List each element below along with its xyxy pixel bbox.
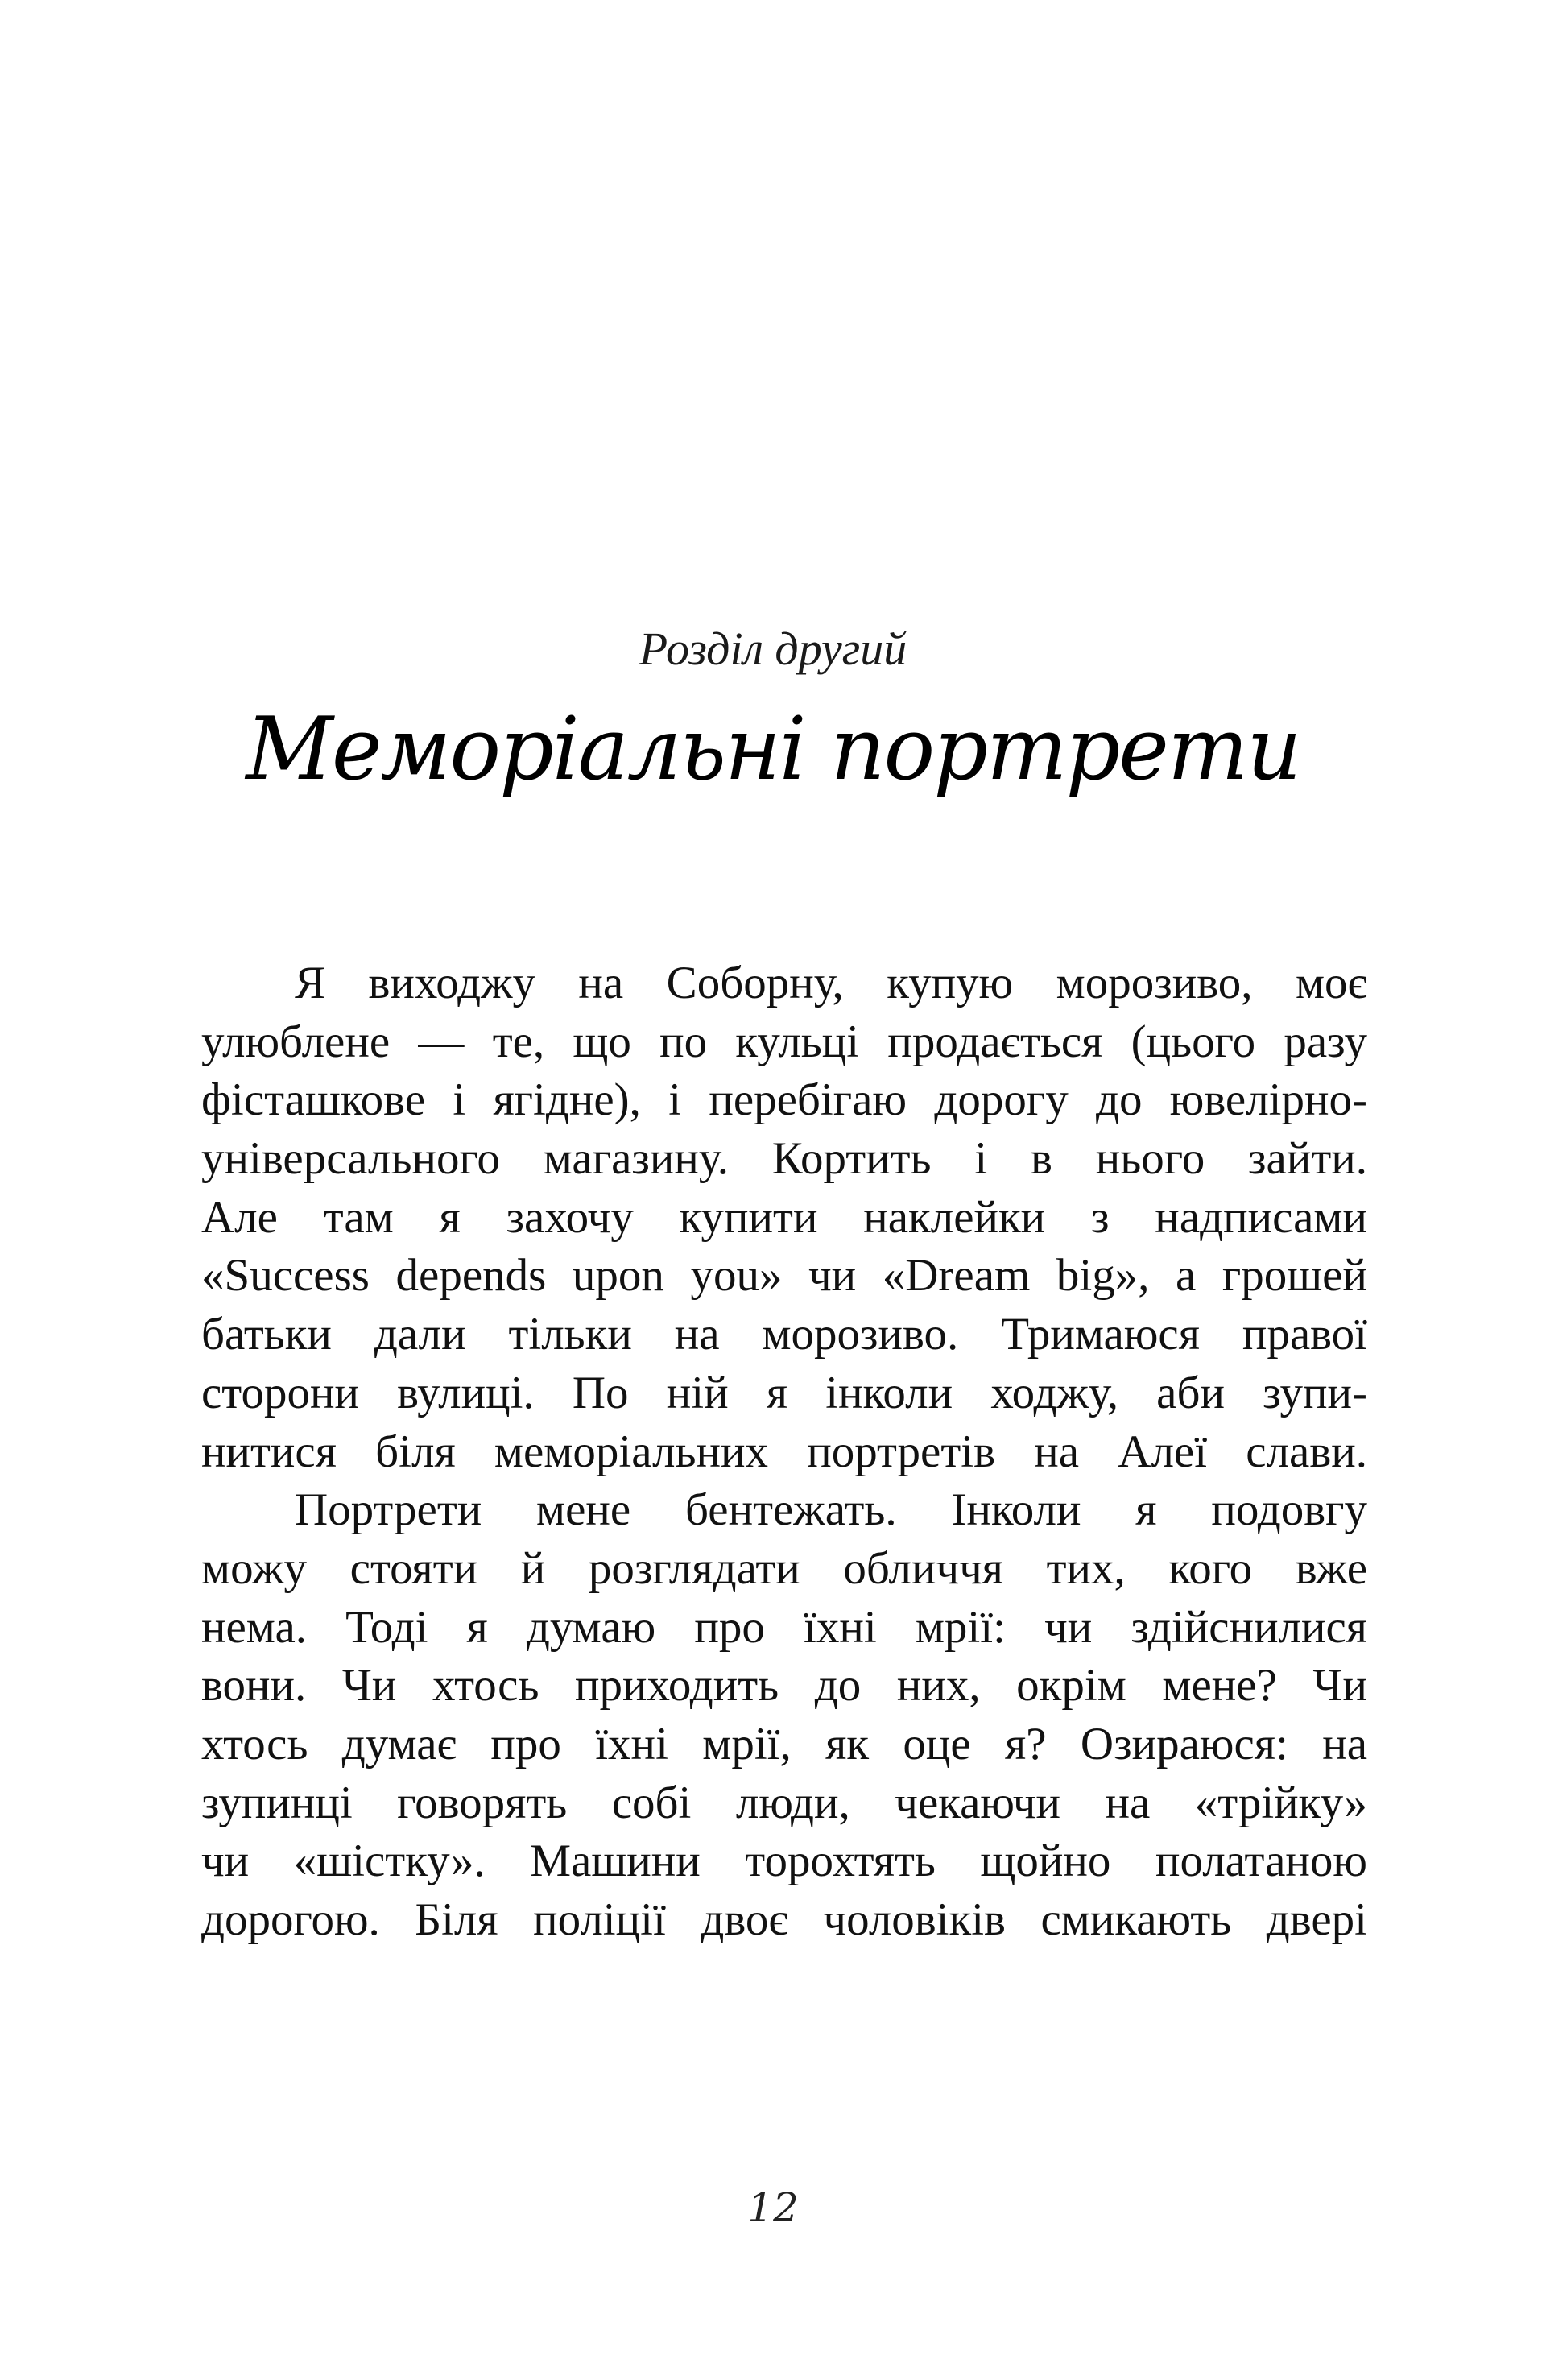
text-line: фісташкове і ягідне), і перебігаю дорогу до ювелірно- (201, 1074, 1367, 1126)
text-line: улюблене — те, що по кульці продається (цього разу (201, 1016, 1367, 1067)
text-line: Портрети мене бентежать. Інколи я подовгу (295, 1484, 1367, 1536)
body-text (201, 954, 1367, 1950)
text-line: зупинці говорять собі люди, чекаючи на «трійку» (201, 1777, 1367, 1828)
text-line: дорогою. Біля поліції двоє чоловіків смикають двері (201, 1894, 1367, 1945)
text-line: батьки дали тільки на морозиво. Тримаюся правої (201, 1309, 1367, 1360)
text-line: чи «шістку». Машини торохтять щойно полатаною (201, 1836, 1367, 1887)
chapter-title: Меморіальні портрети (246, 699, 1300, 800)
text-line: сторони вулиці. По ній я інколи ходжу, аби зупи- (201, 1367, 1367, 1418)
text-line: «Success depends upon you» чи «Dream big», а грошей (201, 1250, 1367, 1302)
text-line: вони. Чи хтось приходить до них, окрім мене? Чи (201, 1660, 1367, 1712)
page-number: 12 (747, 2184, 799, 2231)
text-line: нема. Тоді я думаю про їхні мрії: чи здійснилися (201, 1601, 1367, 1653)
text-line: Я виходжу на Соборну, купую морозиво, моє (295, 958, 1367, 1008)
text-line: хтось думає про їхні мрії, як оце я? Озираюся: на (201, 1718, 1367, 1769)
text-line: універсального магазину. Кортить і в нього зайти. (201, 1133, 1367, 1185)
text-line: Але там я захочу купити наклейки з надписами (201, 1191, 1367, 1243)
chapter-label: Розділ другий (639, 623, 907, 675)
text-line: можу стояти й розглядати обличчя тих, кого вже (201, 1542, 1367, 1594)
text-line: нитися біля меморіальних портретів на Алеї слави. (201, 1426, 1367, 1477)
